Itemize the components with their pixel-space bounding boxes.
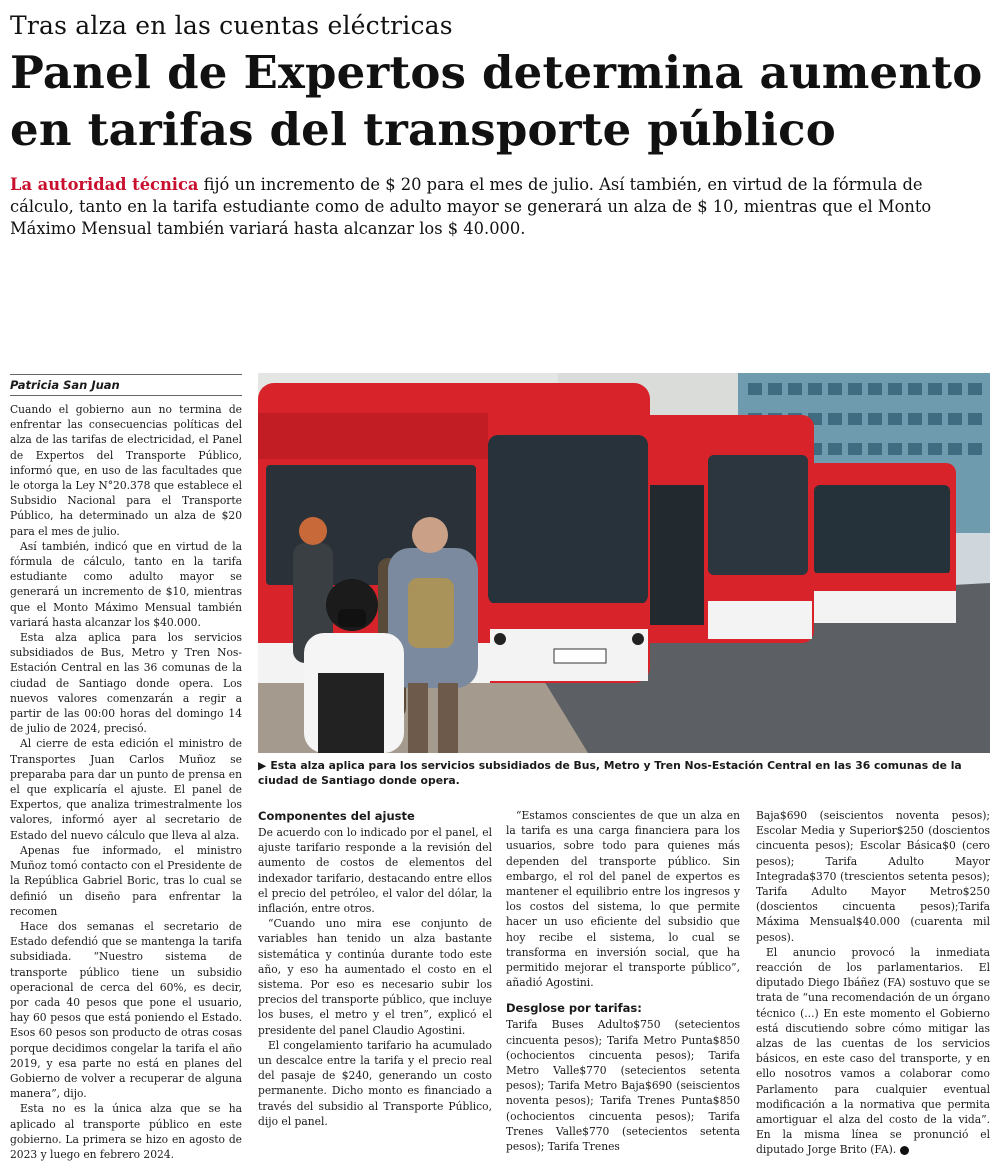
paragraph xyxy=(756,945,990,1158)
photo-caption xyxy=(258,758,990,788)
headline: Panel de Expertos determina aumento en tarifas del transporte público xyxy=(10,46,983,156)
lede-text: fijó un incremento de $ 20 para el mes de julio. Así también, en virtud de la fórmula de cálculo, tanto en la tarifa estudiante como de adulto mayor se generará un alza de $ 10, mientras que el Monto Máximo Mensual también variará hasta alcanzar los $ 40.000. xyxy=(10,175,932,238)
paragraph: “Cuando uno mira ese conjunto de variables han tenido un alza bastante sistemática y continúa durante todo este año, y eso ha aumentado el costo en el sistema. Por eso es necesario subir los precios del transporte público, que incluye los buses, el metro y el tren”, explicó el presidente del panel Claudio Agostini. xyxy=(258,917,492,1037)
paragraph: Al cierre de esta edición el ministro de Transportes Juan Carlos Muñoz se preparaba para dar un punto de prensa en el que explicaría el ajuste. El panel de Expertos, que analiza trimestralmente los valores, informó ayer al secretario de Estado del nuevo cálculo que lleva al alza. xyxy=(10,737,242,842)
paragraph: De acuerdo con lo indicado por el panel, el ajuste tarifario responde a la revisión del aumento de costos de elementos del indexador tarifario, destacando entre ellos el precio del petróleo, el valor del dólar, la inflación, entre otros. xyxy=(258,826,492,916)
paragraph: El congelamiento tarifario ha acumulado un descalce entre la tarifa y el precio real del pasaje de $240, generando un costo permanente. Dicho monto es financiado a través del subsidio al Transporte Público, dijo el panel. xyxy=(258,1038,492,1128)
fares-list: Tarifa Buses Adulto$750 (setecientos cincuenta pesos); Tarifa Metro Punta$850 (ochocientos cincuenta pesos); Tarifa Metro Valle$770 (setecientos setenta pesos); Tarifa Metro Baja$690 (seiscientos noventa pesos); Tarifa Trenes Punta$850 (ochocientos cincuenta pesos); Tarifa Trenes Valle$770 (setecientos setenta pesos); Tarifa Trenes xyxy=(506,1018,740,1154)
paragraph: “Estamos conscientes de que un alza en la tarifa es una carga financiera para los usuarios, sobre todo para quienes más dependen del transporte público. Sin embargo, el rol del panel de expertos es mantener el equilibrio entre los ingresos y los costos del sistema, lo que permite hacer un uso eficiente del subsidio que hoy recibe el sistema, lo cual se transforma en inversión social, que ha permitido mejorar el transporte público”, añadió Agostini. xyxy=(506,809,740,990)
column-1 xyxy=(10,402,242,1162)
paragraph: Esta no es la única alza que se ha aplicado al transporte público en este gobierno. La primera se hizo en agosto de 2023 y luego en febrero 2024. xyxy=(10,1102,242,1161)
byline: Patricia San Juan xyxy=(10,374,242,396)
caption-arrow-icon: ▶ xyxy=(258,759,267,772)
lede xyxy=(10,174,985,240)
column-4 xyxy=(756,808,990,1158)
fares-list-continued: Baja$690 (seiscientos noventa pesos); Escolar Media y Superior$250 (doscientos cincuenta pesos); Escolar Básica$0 (cero pesos); Tarifa Adulto Mayor Integrada$370 (trescientos setenta pesos); Tarifa Adulto Mayor Metro$250 (doscientos cincuenta pesos);Tarifa Máxima Mensual$40.000 (cuarenta mil pesos). xyxy=(756,809,990,944)
paragraph: Hace dos semanas el secretario de Estado defendió que se mantenga la tarifa subsidiada. “Nuestro sistema de transporte público tiene un subsidio operacional de cerca del 60%, es decir, por cada 40 pesos que pone el usuario, hay 60 pesos que está poniendo el Estado. Esos 60 pesos son producto de otras cosas porque decidimos congelar la tarifa el año 2019, y esa parte no está en planes del Gobierno de volver a recuperar de alguna manera”, dijo. xyxy=(10,919,242,1101)
paragraph-text: El anuncio provocó la inmediata reacción de los parlamentarios. El diputado Diego Ibáñez (FA) sostuvo que se trata de “una recomendación de un órgano técnico (...) En este momento el Gobierno está discutiendo sobre cómo mitigar las alzas de las cuentas de los servicios básicos, en este caso del transporte, y en ello nosotros vamos a colaborar como Parlamento para cualquier eventual modificación a la normativa que permita amortiguar el alza del costo de la vida”. En la misma línea se pronunció el diputado Jorge Brito (FA). xyxy=(756,945,990,1157)
paragraph: Así también, indicó que en virtud de la fórmula de cálculo, tanto en la tarifa estudiante como adulto mayor se generará un incremento de $10, mientras que el Monto Máximo Mensual también variará hasta alcanzar los $40.000. xyxy=(10,539,242,629)
subheading: Componentes del ajuste xyxy=(258,809,415,823)
column-2 xyxy=(258,808,492,1129)
kicker: Tras alza en las cuentas eléctricas xyxy=(10,11,453,40)
caption-text: Esta alza aplica para los servicios subsidiados de Bus, Metro y Tren Nos-Estación Central en las 36 comunas de la ciudad de Santiago donde opera. xyxy=(258,759,962,787)
paragraph: Apenas fue informado, el ministro Muñoz tomó contacto con el Presidente de la República Gabriel Boric, tras lo cual se definió un diseño para enfrentar la recomen xyxy=(10,843,242,918)
end-mark-icon xyxy=(900,1146,909,1155)
paragraph: Esta alza aplica para los servicios subsidiados de Bus, Metro y Tren Nos-Estación Central en las 36 comunas de la ciudad de Santiago donde opera. Los nuevos valores comenzarán a regir a partir de las 00:00 horas del domingo 14 de julio de 2024, precisó. xyxy=(10,631,242,736)
column-3 xyxy=(506,808,740,1154)
subheading: Desglose por tarifas: xyxy=(506,1001,642,1016)
lede-highlight: La autoridad técnica xyxy=(10,175,199,194)
bus-photo xyxy=(258,373,990,753)
paragraph: Cuando el gobierno aun no termina de enfrentar las consecuencias políticas del alza de las tarifas de electricidad, el Panel de Expertos del Transporte Público, informó que, en uso de las facultades que le otorga la Ley N°20.378 que establece el Subsidio Nacional para el Transporte Público, ha determinado un alza de $20 para el mes de julio. xyxy=(10,403,242,538)
